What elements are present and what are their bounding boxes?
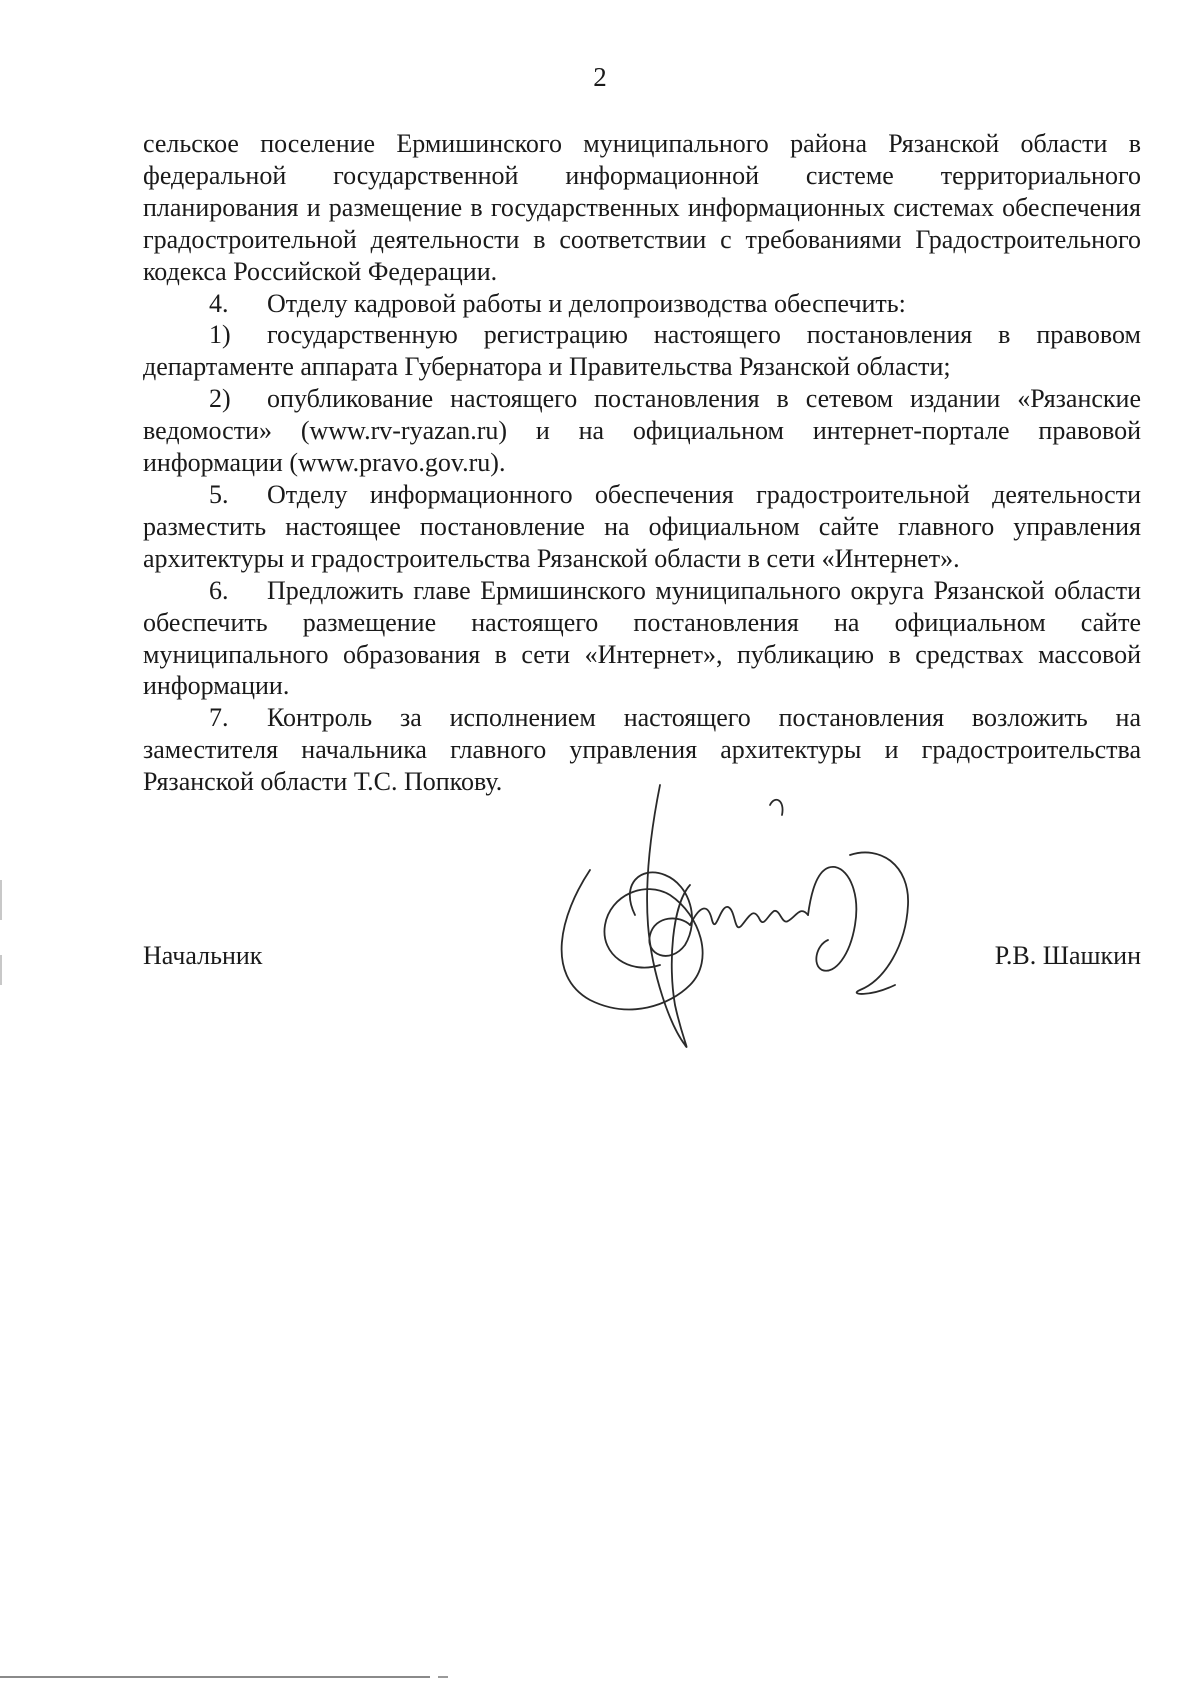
paragraph-number: 5. [209, 479, 229, 509]
scan-footer-line [0, 1676, 430, 1678]
paragraph-text: Контроль за исполнением настоящего постановления возложить на заместителя начальника главного управления архитектуры и градостроительства Рязанской области Т.С. Попкову. [143, 703, 1141, 797]
paragraph-number: 1) [209, 320, 231, 350]
paragraph-subitem-2 [143, 383, 1141, 479]
paragraph-text: государственную регистрацию настоящего постановления в правовом департаменте аппарата Губернатора и Правительства Рязанской области; [143, 320, 1141, 382]
document-body [143, 128, 1141, 798]
paragraph-item-4 [143, 288, 1141, 320]
page-number: 2 [593, 62, 607, 92]
scan-footer-dash [438, 1676, 448, 1678]
scan-edge-mark [0, 880, 2, 920]
paragraph-text: сельское поселение Ермишинского муниципального района Рязанской области в федеральной государственной информационной системе территориального планирования и размещение в государственных информационных системах обеспечения градостроительной деятельности в соответствии с требованиями Градостроительного кодекса Российской Федерации. [143, 129, 1141, 286]
scan-edge-mark [0, 955, 2, 985]
paragraph-continuation [143, 128, 1141, 288]
paragraph-text: Отделу кадровой работы и делопроизводства обеспечить: [267, 288, 906, 318]
signer-name: Р.В. Шашкин [994, 941, 1141, 970]
paragraph-number: 7. [209, 703, 229, 733]
paragraph-item-6 [143, 575, 1141, 703]
paragraph-text: Отделу информационного обеспечения градостроительной деятельности разместить настоящее постановление на официальном сайте главного управления архитектуры и градостроительства Рязанской области в сети «Интернет». [143, 479, 1141, 573]
paragraph-subitem-1 [143, 319, 1141, 383]
paragraph-number: 6. [209, 575, 229, 605]
paragraph-item-5 [143, 479, 1141, 575]
paragraph-number: 2) [209, 384, 231, 414]
handwritten-signature [550, 775, 980, 1060]
signature-block [143, 940, 1141, 980]
paragraph-text: опубликование настоящего постановления в сетевом издании «Рязанские ведомости» (www.rv-ryazan.ru) и на официальном интернет-портале правовой информации (www.pravo.gov.ru). [143, 384, 1141, 478]
paragraph-text: Предложить главе Ермишинского муниципального округа Рязанской области обеспечить размещение настоящего постановления на официальном сайте муниципального образования в сети «Интернет», публикацию в средствах массовой информации. [143, 575, 1141, 701]
signer-position: Начальник [143, 941, 263, 970]
paragraph-number: 4. [209, 288, 229, 318]
